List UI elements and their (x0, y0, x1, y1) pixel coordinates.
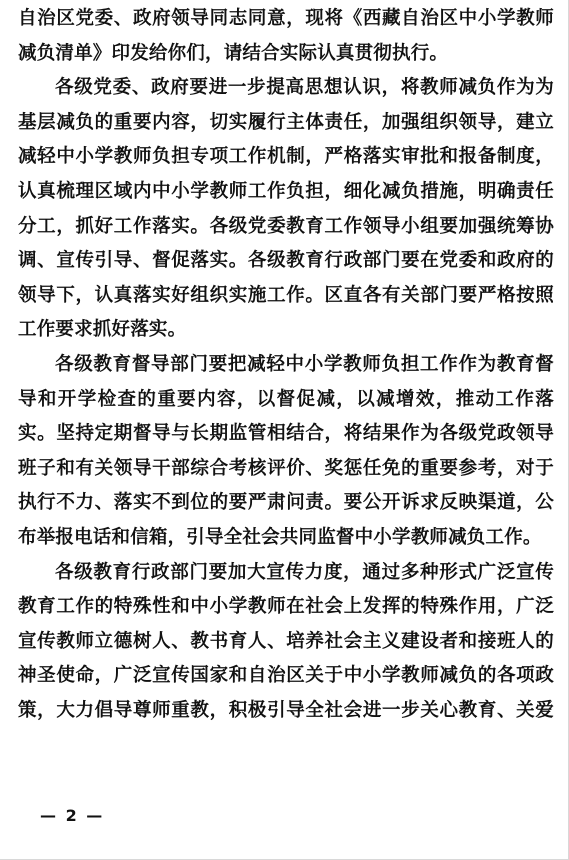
text-line: 减负清单》印发给你们，请结合实际认真贯彻执行。 (18, 42, 449, 64)
document-body (18, 2, 554, 728)
text-line: 策，大力倡导尊师重教，积极引导全社会进一步关心教育、关爱 (18, 699, 554, 721)
text-line: 布举报电话和信箱，引导全社会共同监督中小学教师减负工作。 (18, 526, 542, 548)
text-line: 分工，抓好工作落实。各级党委教育工作领导小组要加强统筹协 (18, 215, 554, 237)
text-line: 宣传教师立德树人、教书育人、培养社会主义建设者和接班人的 (18, 630, 554, 652)
text-line: 各级教育行政部门要加大宣传力度，通过多种形式广泛宣传 (55, 561, 554, 583)
page-number: — 2 — (40, 806, 105, 825)
text-line: 减轻中小学教师负担专项工作机制，严格落实审批和报备制度， (18, 146, 554, 168)
text-line: 执行不力、落实不到位的要严肃问责。要公开诉求反映渠道，公 (18, 492, 554, 514)
text-line: 导和开学检查的重要内容，以督促减，以减增效，推动工作落 (18, 388, 554, 410)
text-line: 各级党委、政府要进一步提高思想认识，将教师减负作为为 (55, 77, 554, 99)
text-line: 自治区党委、政府领导同志同意，现将《西藏自治区中小学教师 (18, 8, 554, 29)
text-line: 调、宣传引导、督促落实。各级教育行政部门要在党委和政府的 (18, 250, 554, 272)
text-line: 教育工作的特殊性和中小学教师在社会上发挥的特殊作用，广泛 (18, 596, 554, 618)
text-line: 神圣使命，广泛宣传国家和自治区关于中小学教师减负的各项政 (18, 665, 554, 687)
text-line: 领导下，认真落实好组织实施工作。区直各有关部门要严格按照 (18, 284, 554, 306)
text-line: 工作要求抓好落实。 (18, 319, 187, 341)
text-line: 认真梳理区域内中小学教师工作负担，细化减负措施，明确责任 (18, 180, 554, 202)
text-line: 各级教育督导部门要把减轻中小学教师负担工作作为教育督 (55, 353, 554, 375)
text-line: 班子和有关领导干部综合考核评价、奖惩任免的重要参考，对于 (18, 457, 554, 479)
text-line: 实。坚持定期督导与长期监管相结合，将结果作为各级党政领导 (18, 423, 554, 445)
text-line: 基层减负的重要内容，切实履行主体责任，加强组织领导，建立 (18, 111, 554, 133)
